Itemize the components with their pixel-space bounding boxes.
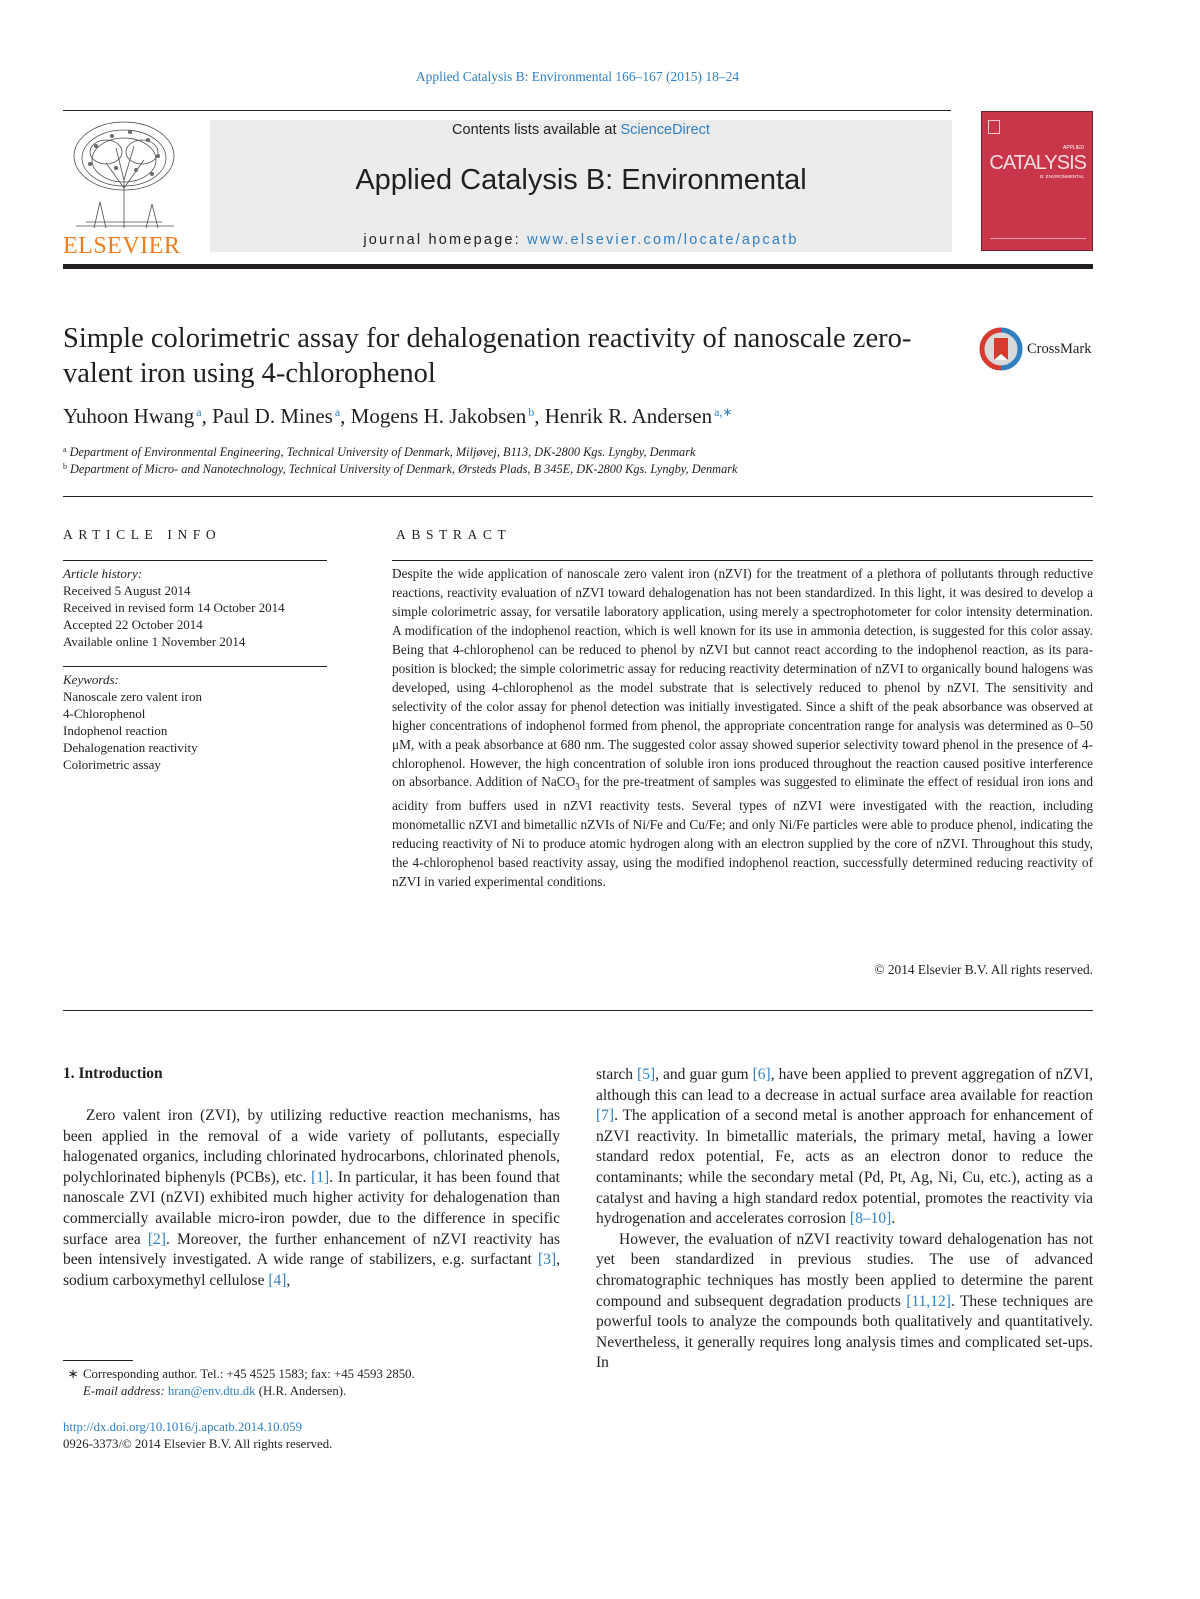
email-suffix: (H.R. Andersen). — [255, 1384, 347, 1398]
author-separator: , — [201, 404, 213, 428]
abstract-subscript: 3 — [575, 782, 580, 793]
footnote-line — [63, 1366, 415, 1383]
author-affiliation-mark[interactable]: b — [528, 405, 535, 419]
keywords-block — [63, 671, 327, 773]
cover-applied-label: APPLIED — [1062, 145, 1084, 151]
author-name[interactable]: Paul D. Mines — [212, 404, 333, 428]
article-info-heading: ARTICLE INFO — [63, 527, 222, 542]
author-affiliation-mark[interactable]: a — [196, 405, 202, 419]
author-list — [63, 404, 733, 429]
abstract-text: Despite the wide application of nanoscale zero valent iron (nZVI) for the treatment of a plethora of pollutants through reductive reactions, reactivity evaluation of nZVI toward dehalogenation has not been standardized. In this light, it was desired to develop a simple colorimetric assay, for versatile laboratory application, using merely a spectrophotometer for color intensity determination. A modification of the indophenol reaction, which is well known for its use in ammonia detection, is suggested for this color assay. Being that 4-chlorophenol can be reduced to phenol by nZVI but cannot react according to the indophenol reaction, as its para-position is blocked; the simple colorimetric assay for reducing reactivity determination of nZVI to organically bound halogens was developed, using 4-chlorophenol as the model substrate that is selectively reduced to phenol by nZVI. The sensitivity and selectivity of the color assay for phenol detection was initially investigated. Since a shift of the peak absorbance was observed at higher concentrations of indophenol formed from phenol, the appropriate concentration range for analysis was determined as 0–50 μM, with a peak absorbance at 680 nm. The suggested color assay showed superior selectivity toward phenol in the presence of 4-chlorophenol. However, the high concentration of soluble iron ions produced throughout the reaction caused positive interference on absorbance. Addition of NaCO — [392, 566, 1093, 790]
author-separator: , — [534, 404, 545, 428]
keywords-rule — [63, 666, 327, 667]
intro-text: starch — [596, 1066, 638, 1083]
abstract-text: for the pre-treatment of samples was suggested to eliminate the effect of residual iron ions and acidity from buffers used in nZVI reactivity tests. Several types of nZVI were investigated with the reaction, including monometallic nZVI and bimetallic nZVIs of Ni/Fe and Cu/Fe; and only Ni/Fe particles were able to produce phenol, indicating the reducing reactivity of Ni to produce atomic hydrogen along with an electron supplied by the core of nZVI. Throughout this study, the 4-chlorophenol based reactivity assay, using the modified indophenol reaction, successfully determined reducing reactivity of nZVI in varied experimental conditions. — [392, 774, 1093, 889]
section-heading-introduction: 1. Introduction — [63, 1065, 163, 1082]
intro-text: . Moreover, the further enhancement of nZVI reactivity has been intensively investigated. A wide range of stabilizers, e.g. surfactant — [63, 1230, 561, 1269]
crossmark-badge[interactable] — [978, 326, 1098, 374]
reference-link[interactable]: [2] — [147, 1230, 166, 1248]
abstract-copyright: © 2014 Elsevier B.V. All rights reserved. — [874, 962, 1093, 977]
intro-text: Zero valent iron (ZVI), by utilizing reductive reaction mechanisms, has been applied in the removal of a wide variety of pollutants, especially halogenated organics, including chlorinated hydrocarbons, chlorinated phenols, polychlorinated biphenyls (PCBs), etc. — [63, 1107, 560, 1186]
affiliation-mark: a — [63, 445, 67, 454]
intro-right-column — [596, 1065, 1093, 1374]
email-label: E-mail address: — [83, 1384, 165, 1398]
author-separator: , — [340, 404, 351, 428]
author-name[interactable]: Henrik R. Andersen — [544, 404, 713, 428]
cover-logo-icon — [988, 120, 1000, 134]
journal-cover-thumbnail[interactable] — [981, 111, 1093, 251]
header-rule — [63, 110, 951, 111]
keyword-item: 4-Chlorophenol — [63, 706, 146, 721]
reference-link[interactable]: [8–10] — [849, 1210, 892, 1228]
crossmark-icon — [978, 326, 1024, 372]
reference-link[interactable]: [3] — [538, 1251, 557, 1269]
author-name[interactable]: Yuhoon Hwang — [63, 404, 195, 428]
intro-text: . — [891, 1210, 896, 1228]
doi-link[interactable]: http://dx.doi.org/10.1016/j.apcatb.2014.10.059 — [63, 1420, 302, 1434]
article-history — [63, 565, 327, 650]
journal-homepage-line — [210, 232, 952, 248]
crossmark-label: CrossMark — [1027, 341, 1092, 357]
keyword-item: Dehalogenation reactivity — [63, 740, 198, 755]
history-item: Available online 1 November 2014 — [63, 634, 246, 649]
intro-text: , — [286, 1271, 291, 1289]
affiliation-rule — [63, 496, 1093, 497]
elsevier-logo[interactable] — [63, 118, 203, 258]
affiliation-text: Department of Environmental Engineering, Technical University of Denmark, Miljøvej, B113, DK-2800 Kgs. Lyngby, Denmark — [69, 445, 696, 459]
affiliation-b — [63, 462, 737, 477]
author-affiliation-mark[interactable]: a — [334, 405, 341, 419]
intro-text: , have been applied to prevent aggregation of nZVI, although this can lead to a decrease in actual surface area available for reaction — [596, 1066, 1094, 1104]
reference-link[interactable]: [11,12] — [906, 1292, 951, 1310]
abstract-rule — [392, 560, 1093, 561]
intro-text: However, the evaluation of nZVI reactivity toward dehalogenation has not yet been standardized in previous studies. The use of advanced chromatographic techniques has mostly been applied to determine the parent compound and subsequent degradation products — [596, 1230, 1093, 1310]
keyword-item: Nanoscale zero valent iron — [63, 689, 202, 704]
article-history-label: Article history: — [63, 566, 143, 581]
intro-paragraph — [596, 1230, 1093, 1374]
contents-prefix: Contents lists available at — [452, 122, 621, 138]
cover-subtitle: B: ENVIRONMENTAL — [1040, 174, 1084, 179]
intro-text: . These techniques are powerful tools to analyze the compounds both qualitatively and quantitatively. Nevertheless, it generally requires long analysis times and complicated set-ups. In — [596, 1292, 1093, 1372]
header-thick-rule — [63, 264, 1093, 269]
intro-text: , sodium carboxymethyl cellulose — [63, 1251, 560, 1289]
reference-link[interactable]: [1] — [311, 1168, 330, 1186]
intro-text: . In particular, it has been found that nanoscale ZVI (nZVI) exhibited much higher activity for dehalogenation than commercially available micro-iron powder, due to the difference in specific surface area — [63, 1168, 560, 1248]
reference-link[interactable]: [7] — [596, 1107, 615, 1125]
sciencedirect-link[interactable]: ScienceDirect — [620, 122, 710, 138]
homepage-prefix: journal homepage: — [363, 232, 528, 248]
affiliation-text: Department of Micro- and Nanotechnology, Technical University of Denmark, Ørsteds Plads, B 345E, DK-2800 Kgs. Lyngby, Denmark — [70, 462, 738, 476]
footnote-rule — [63, 1360, 133, 1361]
intro-paragraph — [596, 1065, 1093, 1230]
author-affiliation-mark[interactable]: a,∗ — [714, 405, 733, 419]
reference-link[interactable]: [6] — [752, 1066, 771, 1083]
abstract-bottom-rule — [63, 1010, 1093, 1011]
author-name[interactable]: Mogens H. Jakobsen — [350, 404, 527, 428]
intro-left-column — [63, 1106, 560, 1291]
doi-block — [63, 1419, 332, 1453]
abstract-heading: ABSTRACT — [396, 527, 512, 542]
intro-text: . The application of a second metal is another approach for enhancement of nZVI reactivity. In bimetallic materials, the primary metal, having a lower standard redox potential, Fe, acts as an electron donor to reduce the contaminants; while the secondary metal (Pd, Pt, Ag, Ni, Cu, etc.), acting as a catalyst and having a high standard redox potential, promotes the reactivity via hydrogenation and accelerates corrosion — [596, 1107, 1093, 1228]
footnote-line — [63, 1383, 415, 1400]
intro-text: , and guar gum — [655, 1066, 753, 1083]
reference-link[interactable]: [4] — [268, 1271, 287, 1289]
affiliation-a — [63, 445, 695, 460]
history-item: Received 5 August 2014 — [63, 583, 191, 598]
elsevier-tree-icon — [66, 118, 184, 230]
journal-banner — [210, 120, 952, 252]
journal-citation[interactable]: Applied Catalysis B: Environmental 166–167 (2015) 18–24 — [415, 69, 740, 84]
affiliation-mark: b — [63, 462, 67, 471]
issn-line: 0926-3373/© 2014 Elsevier B.V. All rights reserved. — [63, 1437, 333, 1451]
keywords-label: Keywords: — [63, 672, 119, 687]
intro-paragraph — [63, 1106, 560, 1291]
journal-homepage-link[interactable]: www.elsevier.com/locate/apcatb — [527, 232, 799, 248]
article-info-rule — [63, 560, 327, 561]
abstract-body — [392, 565, 1093, 892]
cover-footer-line — [990, 238, 1086, 242]
corresponding-author-footnote — [63, 1366, 415, 1400]
article-title: Simple colorimetric assay for dehalogenation reactivity of nanoscale zero-valent iron using 4-chlorophenol — [63, 323, 912, 389]
footnote-mark: ∗ — [67, 1367, 79, 1381]
footnote-text: Corresponding author. Tel.: +45 4525 1583; fax: +45 4593 2850. — [83, 1367, 415, 1381]
email-link[interactable]: hran@env.dtu.dk — [167, 1384, 256, 1398]
contents-available-line — [210, 122, 952, 138]
elsevier-wordmark: ELSEVIER — [63, 233, 181, 259]
journal-title: Applied Catalysis B: Environmental — [355, 164, 807, 196]
keyword-item: Colorimetric assay — [63, 757, 161, 772]
keyword-item: Indophenol reaction — [63, 723, 168, 738]
history-item: Received in revised form 14 October 2014 — [63, 600, 285, 615]
reference-link[interactable]: [5] — [637, 1066, 656, 1083]
cover-title: CATALYSIS — [989, 152, 1086, 174]
history-item: Accepted 22 October 2014 — [63, 617, 203, 632]
